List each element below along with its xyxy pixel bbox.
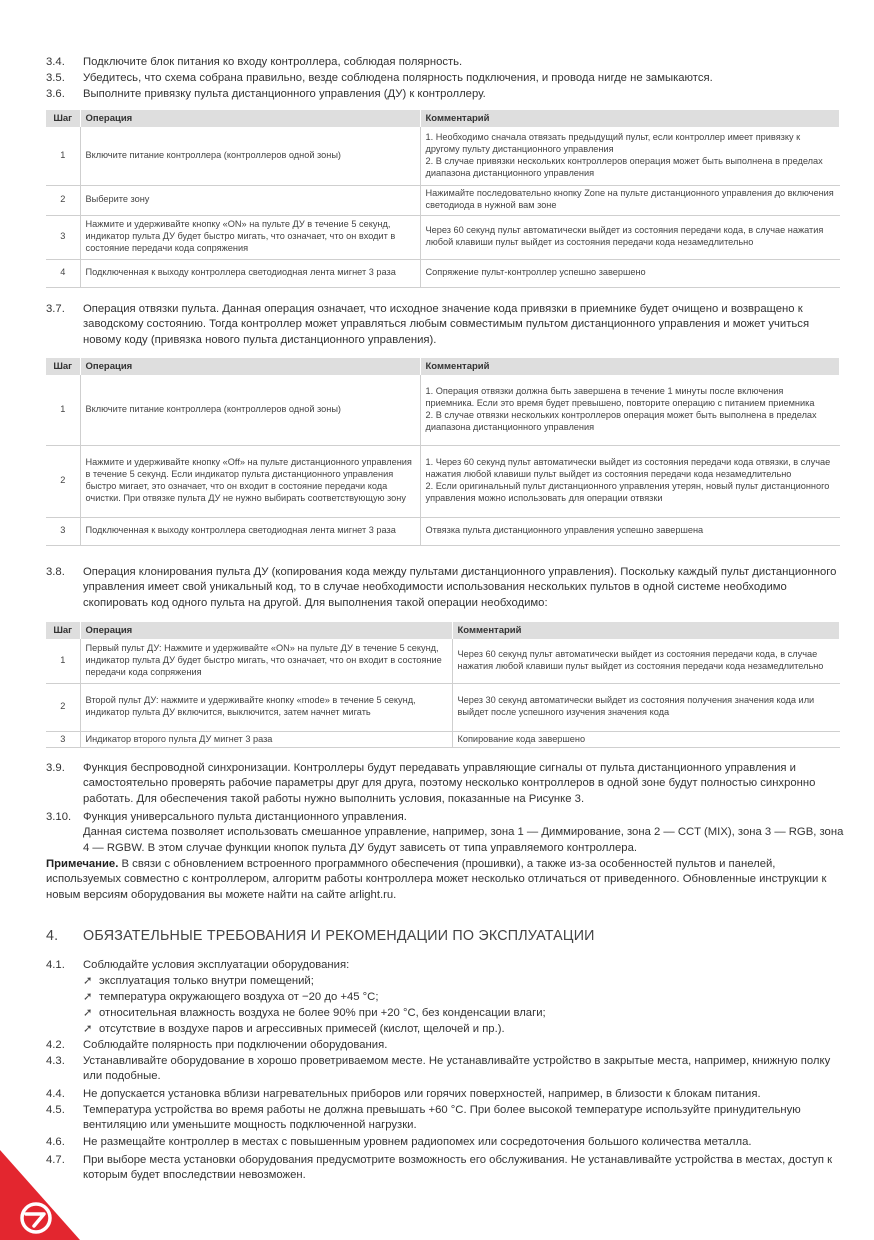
arrow-icon: ➚: [83, 1007, 93, 1019]
item-text: Не допускается установка вблизи нагревательных приборов или горячих поверхностей, например, в близости к блокам питания.: [83, 1088, 761, 1100]
operation-cell: Включите питание контроллера (контроллеров одной зоны): [80, 127, 420, 185]
header-operation: Операция: [80, 622, 452, 639]
operation-cell: Второй пульт ДУ: нажмите и удерживайте кнопку «mode» в течение 5 секунд, индикатор пульта ДУ включится, выключится, затем начнет мигать: [80, 683, 452, 731]
condition-bullet: [83, 1022, 843, 1037]
note-label: Примечание.: [46, 858, 119, 870]
comment-text: 1. Через 60 секунд пульт автоматически выйдет из состояния передачи кода отвязки, в случае нажатия любой клавиши пульт выйдет из состояния передачи кода незамедлительно 2. Если оригинальный пульт дистанционного управления утерян, новый пульт дистанционного управления можно использовать для операции отвязки: [425, 457, 831, 503]
item-4-2: [46, 1038, 846, 1053]
comment-cell: [420, 445, 840, 517]
item-3-10: [46, 810, 846, 856]
comment-cell: [420, 259, 840, 287]
item-4-6: [46, 1135, 846, 1150]
comment-text: 1. Операция отвязки должна быть завершена в течение 1 минуты после включения приемника. Если это время будет превышено, повторите операцию с питанием приемника 2. В случае отвязки нескольких контроллеров операция может быть выполнена в пределах диапазона дистанционного управления: [425, 386, 817, 432]
item-4-5: [46, 1103, 846, 1134]
item-4-1: [46, 958, 846, 973]
step-cell: 3: [46, 215, 80, 259]
header-step: Шаг: [46, 110, 80, 127]
item-number: 3.4.: [46, 56, 65, 68]
section-4-heading: [46, 928, 846, 944]
item-number: 3.9.: [46, 762, 65, 774]
item-text: Операция клонирования пульта ДУ (копирования кода между пультами дистанционного управления). Поскольку каждый пульт дистанционного управления имеет свой уникальный код, то в случае необходимости использования нескольких пультов в одной системе необходимо скопировать код одного пульта на другой. Для выполнения такой операции необходимо:: [83, 566, 837, 609]
item-text: При выборе места установки оборудования предусмотрите возможность его обслуживания. Не устанавливайте устройства в местах, доступ к которым будет впоследствии невозможен.: [83, 1154, 833, 1182]
step-cell: 1: [46, 639, 80, 683]
item-number: 4.1.: [46, 959, 65, 971]
item-3-9: [46, 761, 846, 807]
item-text: Выполните привязку пульта дистанционного управления (ДУ) к контроллеру.: [83, 88, 486, 100]
item-number: 3.5.: [46, 72, 65, 84]
table-row: [46, 185, 840, 215]
item-3-4: [46, 55, 846, 70]
operation-cell: Нажмите и удерживайте кнопку «ON» на пульте ДУ в течение 5 секунд, индикатор пульта ДУ будет быстро мигать, что означает, что он входит в состояние передачи кода сопряжения: [80, 215, 420, 259]
step-cell: 1: [46, 375, 80, 445]
table-header-row: [46, 110, 840, 127]
header-operation: Операция: [80, 358, 420, 375]
step-cell: 2: [46, 185, 80, 215]
item-number: 4.6.: [46, 1136, 65, 1148]
step-cell: 2: [46, 683, 80, 731]
item-text: Не размещайте контроллер в местах с повышенным уровнем радиопомех или сосредоточения большого количества металла.: [83, 1136, 752, 1148]
step-cell: 4: [46, 259, 80, 287]
item-text: Операция отвязки пульта. Данная операция означает, что исходное значение кода привязки в приемнике будет очищено и возвращено к заводскому состоянию. Тогда контроллер может управляться любым совместимым пультом дистанционного управления и может учиться новому коду (привязка нового пульта дистанционного управления).: [83, 303, 810, 346]
comment-text: Сопряжение пульт-контроллер успешно завершено: [425, 267, 646, 278]
table-row: [46, 517, 840, 545]
item-text: Соблюдайте условия эксплуатации оборудования:: [83, 959, 350, 971]
pairing-table: [46, 110, 840, 288]
section-title: ОБЯЗАТЕЛЬНЫЕ ТРЕБОВАНИЯ И РЕКОМЕНДАЦИИ ПО ЭКСПЛУАТАЦИИ: [83, 928, 595, 944]
comment-cell: [420, 127, 840, 185]
comment-cell: [420, 517, 840, 545]
item-text: Функция универсального пульта дистанционного управления.: [83, 811, 407, 823]
item-text-continued: Данная система позволяет использовать смешанное управление, например, зона 1 — Диммирование, зона 2 — CCT (MIX), зона 3 — RGB, зона 4 — RGBW. В этом случае функции кнопок пульта ДУ будут зависеть от типа управляемого контроллера.: [83, 826, 844, 854]
item-number: 4.3.: [46, 1055, 65, 1067]
item-text: Подключите блок питания ко входу контроллера, соблюдая полярность.: [83, 56, 463, 68]
item-4-4: [46, 1087, 846, 1102]
header-operation: Операция: [80, 110, 420, 127]
item-text: Убедитесь, что схема собрана правильно, везде соблюдена полярность подключения, и провода нигде не замыкаются.: [83, 72, 713, 84]
condition-bullet: [83, 990, 843, 1005]
operation-cell: Подключенная к выходу контроллера светодиодная лента мигнет 3 раза: [80, 259, 420, 287]
comment-cell: [452, 683, 840, 731]
item-4-7: [46, 1153, 846, 1184]
step-cell: 2: [46, 445, 80, 517]
comment-cell: [452, 639, 840, 683]
brand-logo-icon: [0, 1150, 90, 1240]
bullet-text: отсутствие в воздухе паров и агрессивных примесей (кислот, щелочей и пр.).: [99, 1023, 505, 1035]
item-3-5: [46, 71, 846, 86]
header-comment: Комментарий: [452, 622, 840, 639]
item-3-8: [46, 565, 846, 611]
table-row: [46, 445, 840, 517]
operation-cell: Выберите зону: [80, 185, 420, 215]
header-comment: Комментарий: [420, 110, 840, 127]
item-number: 4.7.: [46, 1154, 65, 1166]
comment-text: 1. Необходимо сначала отвязать предыдущий пульт, если контроллер имеет привязку к другому пульту дистанционного управления 2. В случае привязки нескольких контроллеров операция может быть выполнена в пределах диапазона дистанционного управления: [425, 132, 823, 178]
header-comment: Комментарий: [420, 358, 840, 375]
table-row: [46, 375, 840, 445]
table-row: [46, 215, 840, 259]
comment-cell: [420, 375, 840, 445]
item-number: 3.8.: [46, 566, 65, 578]
item-text: Температура устройства во время работы не должна превышать +60 °C. При более высокой температуре используйте принудительную вентиляцию или уменьшите мощность подключенной нагрузки.: [83, 1104, 801, 1132]
arrow-icon: ➚: [83, 975, 93, 987]
item-number: 3.7.: [46, 303, 65, 315]
comment-text: Через 30 секунд автоматически выйдет из состояния получения значения кода или выйдет после успешного изучения значения кода: [457, 695, 815, 717]
comment-text: Отвязка пульта дистанционного управления успешно завершена: [425, 525, 704, 536]
arrow-icon: ➚: [83, 1023, 93, 1035]
item-number: 4.5.: [46, 1104, 65, 1116]
table-header-row: [46, 358, 840, 375]
bullet-text: относительная влажность воздуха не более 90% при +20 °C, без конденсации влаги;: [99, 1007, 546, 1019]
condition-bullet: [83, 974, 843, 989]
operation-cell: Включите питание контроллера (контроллеров одной зоны): [80, 375, 420, 445]
item-number: 3.10.: [46, 811, 72, 823]
step-cell: 3: [46, 731, 80, 748]
item-3-7: [46, 302, 846, 348]
comment-text: Через 60 секунд пульт автоматически выйдет из состояния передачи кода, в случае нажатия любой клавиши пульт выйдет из состояния передачи кода незамедлительно: [425, 225, 824, 247]
operation-cell: Первый пульт ДУ: Нажмите и удерживайте «ON» на пульте ДУ в течение 5 секунд, индикатор пульта ДУ будет быстро мигать, что означает, что он входит в состояние передачи кода сопряжения: [80, 639, 452, 683]
note-text: В связи с обновлением встроенного программного обеспечения (прошивки), а также из-за особенностей пультов и панелей, используемых совместно с контроллером, алгоритм работы контроллера может несколько отличаться от приведенного. Обновленные инструкции к новым версиям оборудования вы можете найти на сайте arlight.ru.: [46, 858, 827, 901]
bullet-text: эксплуатация только внутри помещений;: [99, 975, 314, 987]
item-number: 3.6.: [46, 88, 65, 100]
condition-bullet: [83, 1006, 843, 1021]
header-step: Шаг: [46, 358, 80, 375]
item-number: 4.4.: [46, 1088, 65, 1100]
step-cell: 1: [46, 127, 80, 185]
item-3-6: [46, 87, 846, 102]
bullet-text: температура окружающего воздуха от −20 до +45 °C;: [99, 991, 379, 1003]
header-step: Шаг: [46, 622, 80, 639]
operation-cell: Нажмите и удерживайте кнопку «Off» на пульте дистанционного управления в течение 5 секунд. Если индикатор пульта дистанционного управления быстро мигает, это означает, что он входит в состояние передачи кода очистки. При отвязке пульта ДУ не нужно выбирать соответствующую зону: [80, 445, 420, 517]
comment-text: Через 60 секунд пульт автоматически выйдет из состояния передачи кода, в случае нажатия любой клавиши пульт выйдет из состояния передачи кода незамедлительно: [457, 648, 824, 671]
comment-text: Копирование кода завершено: [457, 733, 586, 744]
section-number: 4.: [46, 928, 59, 944]
note-paragraph: [46, 857, 836, 903]
arrow-icon: ➚: [83, 991, 93, 1003]
item-number: 4.2.: [46, 1039, 65, 1051]
table-row: [46, 259, 840, 287]
table-row: [46, 127, 840, 185]
step-cell: 3: [46, 517, 80, 545]
operation-cell: Подключенная к выходу контроллера светодиодная лента мигнет 3 раза: [80, 517, 420, 545]
table-header-row: [46, 622, 840, 639]
table-row: [46, 639, 840, 683]
cloning-table: [46, 622, 840, 748]
item-text: Соблюдайте полярность при подключении оборудования.: [83, 1039, 388, 1051]
unpairing-table: [46, 358, 840, 546]
item-text: Устанавливайте оборудование в хорошо проветриваемом месте. Не устанавливайте устройство в закрытые места, например, книжную полку или подобные.: [83, 1055, 831, 1083]
comment-cell: [452, 731, 840, 748]
comment-cell: [420, 215, 840, 259]
item-4-3: [46, 1054, 846, 1085]
comment-cell: [420, 185, 840, 215]
operation-cell: Индикатор второго пульта ДУ мигнет 3 раза: [80, 731, 452, 748]
table-row: [46, 731, 840, 748]
comment-text: Нажимайте последовательно кнопку Zone на пульте дистанционного управления до включения светодиода в нужной вам зоне: [425, 188, 834, 210]
item-text: Функция беспроводной синхронизации. Контроллеры будут передавать управляющие сигналы от пульта дистанционного управления и самостоятельно проверять рабочие параметры друг для друга, поэтому несколько контроллеров в одной зоне будут полностью синхронно работать. Для обеспечения такой работы нужно выполнить условия, показанные на Рисунке 3.: [83, 762, 816, 805]
table-row: [46, 683, 840, 731]
